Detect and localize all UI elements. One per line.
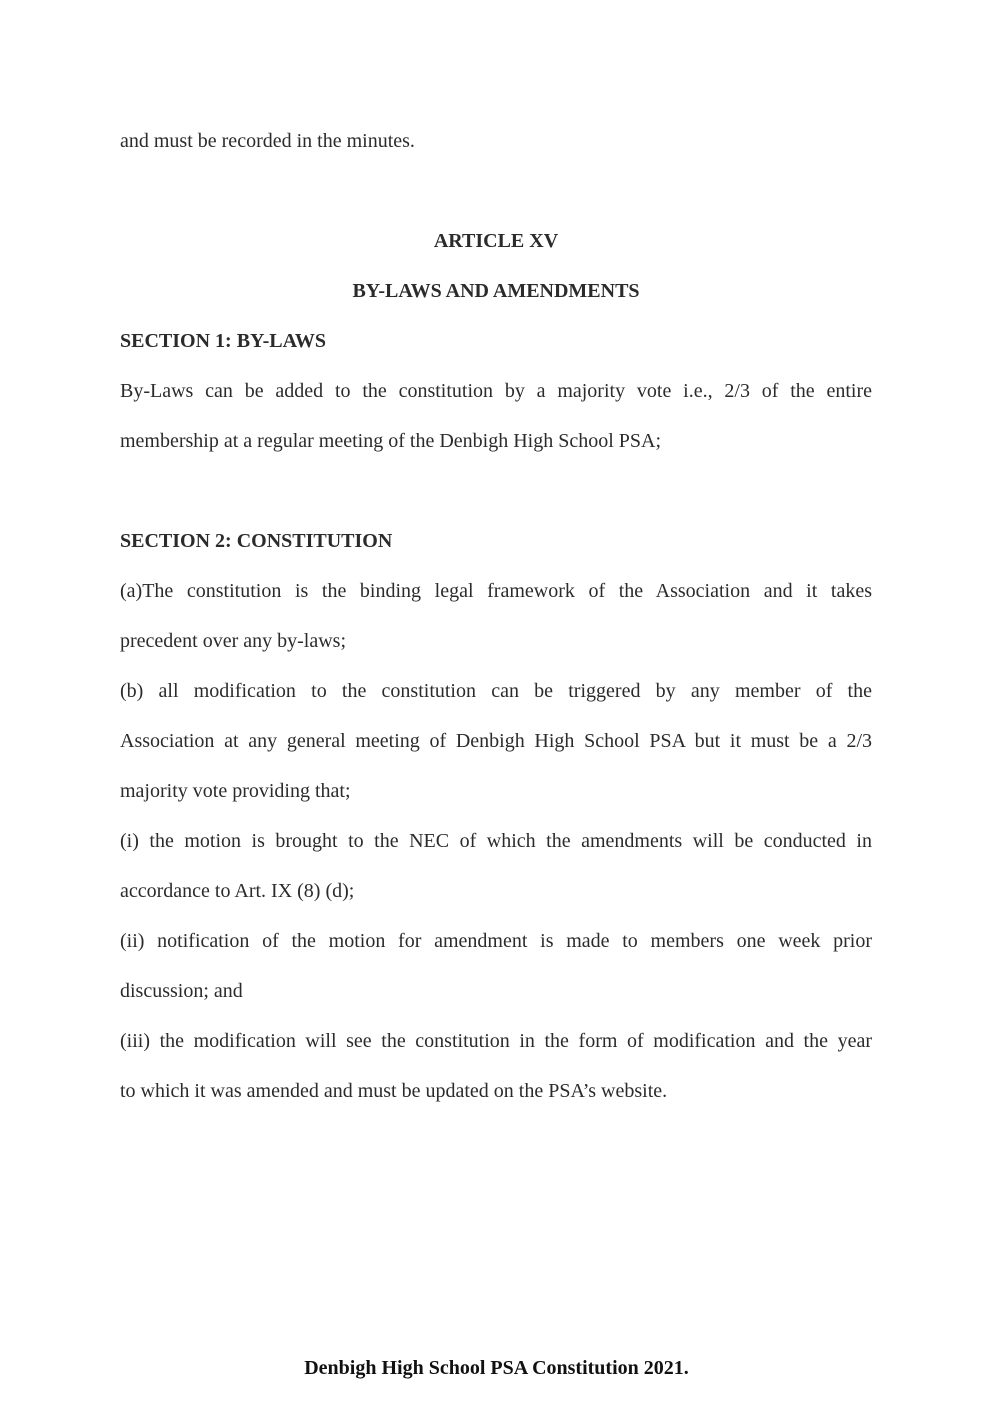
carryover-text: and must be recorded in the minutes.: [120, 130, 415, 152]
clause-b-line-1: (b) all modification to the constitution can be triggered by any member of the: [120, 680, 872, 702]
article-title: BY-LAWS AND AMENDMENTS: [352, 280, 640, 302]
clause-ii-line-1: (ii) notification of the motion for amendment is made to members one week prior: [120, 930, 872, 952]
section-1-heading: SECTION 1: BY-LAWS: [120, 330, 326, 352]
clause-a-line-1: (a)The constitution is the binding legal framework of the Association and it takes: [120, 580, 872, 602]
section-1-line-1: By-Laws can be added to the constitution by a majority vote i.e., 2/3 of the entire: [120, 380, 872, 402]
clause-iii-line-2: to which it was amended and must be updated on the PSA’s website.: [120, 1080, 668, 1102]
clause-iii-line-1: (iii) the modification will see the constitution in the form of modification and the year: [120, 1030, 872, 1052]
clause-b-line-2: Association at any general meeting of Denbigh High School PSA but it must be a 2/3: [120, 730, 872, 752]
spacer: [120, 166, 872, 216]
article-number: ARTICLE XV: [433, 230, 559, 252]
clause-ii-line-2: discussion; and: [120, 980, 243, 1002]
spacer: [120, 466, 872, 516]
clause-b-line-3: majority vote providing that;: [120, 780, 351, 802]
section-1-line-2: membership at a regular meeting of the Denbigh High School PSA;: [120, 430, 662, 452]
document-body: [120, 116, 872, 1116]
clause-i-line-1: (i) the motion is brought to the NEC of which the amendments will be conducted in: [120, 830, 872, 852]
page-footer: Denbigh High School PSA Constitution 2021.: [304, 1357, 689, 1379]
clause-i-line-2: accordance to Art. IX (8) (d);: [120, 880, 355, 902]
clause-a-line-2: precedent over any by-laws;: [120, 630, 347, 652]
section-2-heading: SECTION 2: CONSTITUTION: [120, 530, 393, 552]
